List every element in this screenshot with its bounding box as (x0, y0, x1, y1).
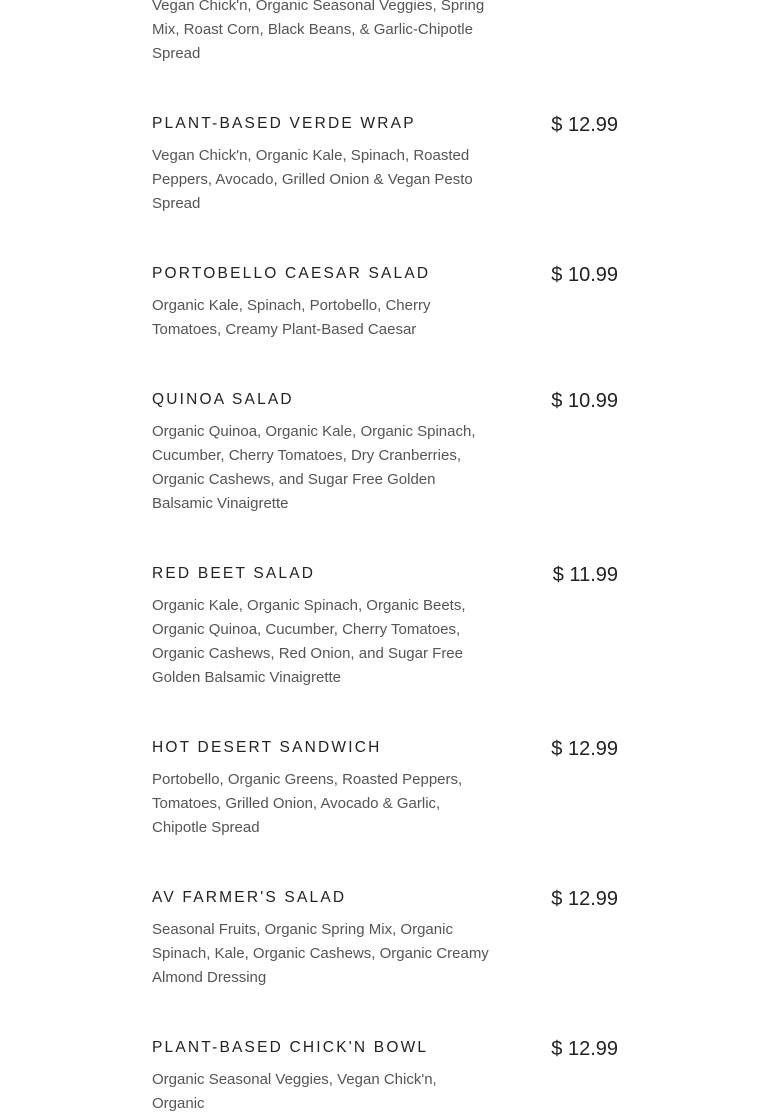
menu-item-description: Seasonal Fruits, Organic Spring Mix, Organic Spinach, Kale, Organic Cashews, Organic Creamy Almond Dressing (152, 921, 489, 986)
menu-item-price: $ 12.99 (551, 1038, 618, 1060)
menu-item-price: $ 10.99 (551, 390, 618, 412)
menu-item-description: Organic Quinoa, Organic Kale, Organic Spinach, Cucumber, Cherry Tomatoes, Dry Cranberries, Organic Cashews, and Sugar Free Golden Balsamic Vinaigrette (152, 423, 476, 512)
menu-item-description: Vegan Chick'n, Organic Seasonal Veggies, Spring Mix, Roast Corn, Black Beans, & Garlic-Chipotle Spread (152, 0, 485, 62)
menu-item-description: Organic Kale, Spinach, Portobello, Cherry Tomatoes, Creamy Plant-Based Caesar (152, 297, 431, 338)
menu-item-price: $ 12.99 (551, 114, 618, 136)
menu-item-price: $ 12.99 (551, 738, 618, 760)
menu-item-description: Vegan Chick'n, Organic Kale, Spinach, Roasted Peppers, Avocado, Grilled Onion & Vegan Pesto Spread (152, 147, 473, 212)
menu-item-price: $ 11.99 (552, 564, 618, 586)
menu-item-price: $ 12.99 (551, 888, 618, 910)
menu-item-name: PLANT-BASED VERDE WRAP (152, 115, 416, 132)
menu-item-description: Portobello, Organic Greens, Roasted Peppers, Tomatoes, Grilled Onion, Avocado & Garlic, Chipotle Spread (152, 771, 463, 836)
menu-item-description: Organic Seasonal Veggies, Vegan Chick'n, Organic (152, 1071, 437, 1112)
menu-item-name: HOT DESERT SANDWICH (152, 739, 382, 756)
menu-item-name: AV FARMER'S SALAD (152, 889, 347, 906)
menu-item-price: $ 10.99 (551, 264, 618, 286)
menu-item-description: Organic Kale, Organic Spinach, Organic Beets, Organic Quinoa, Cucumber, Cherry Tomatoes, Organic Cashews, Red Onion, and Sugar Free Golden Balsamic Vinaigrette (152, 597, 466, 686)
menu-item-name: PLANT-BASED CHICK'N BOWL (152, 1039, 429, 1056)
menu-item-name: PORTOBELLO CAESAR SALAD (152, 265, 431, 282)
menu-item-name: QUINOA SALAD (152, 391, 294, 408)
menu-item-name: RED BEET SALAD (152, 565, 316, 582)
